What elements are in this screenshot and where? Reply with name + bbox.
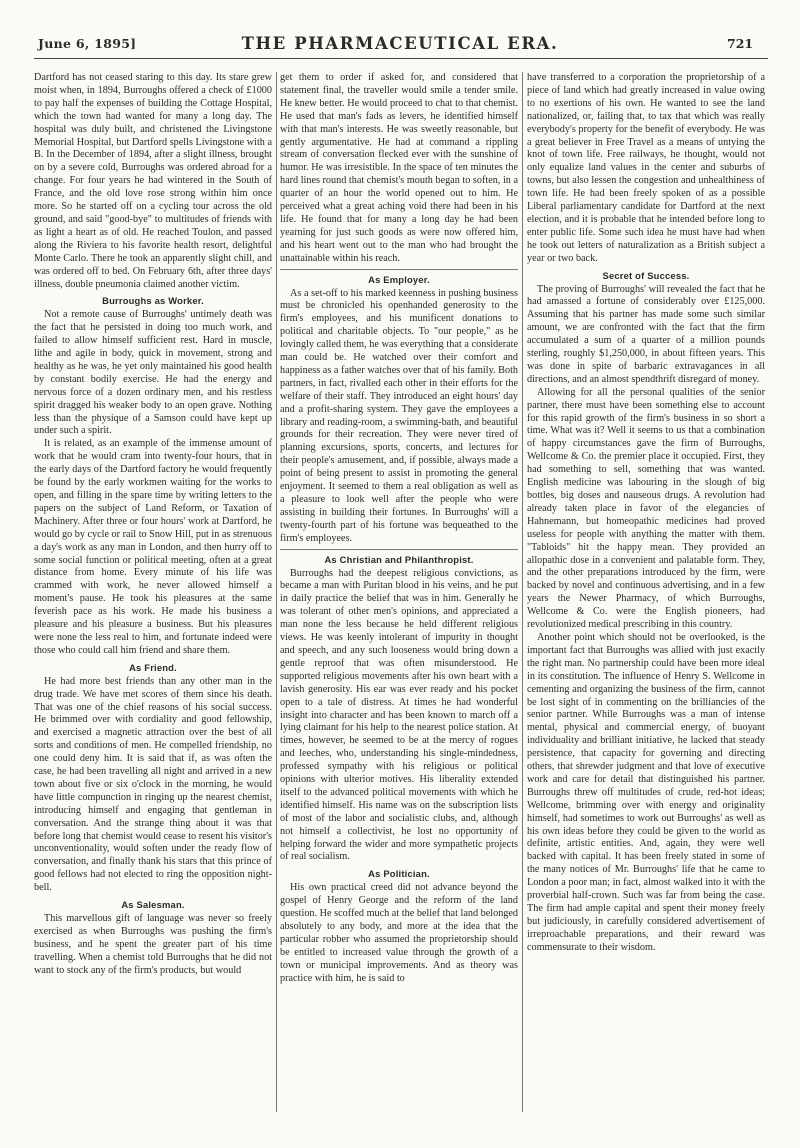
page-header xyxy=(0,0,800,70)
section-heading: Secret of Success. xyxy=(602,269,690,281)
journal-title: THE PHARMACEUTICAL ERA. xyxy=(241,34,559,53)
paragraph: Dartford has not ceased staring to this day. Its stare grew moist when, in 1894, Burroughs offered a check of £1000 to pay half the expenses of building the Cottage Hospital, which the town had wanted for many a long day. The hospital was duly built, and christened the Livingstone Memorial Hospital, but Dartford spells Livingstone with a B. In the December of 1894, after a slight illness, brought on by a severe cold, Burroughs was ordered abroad for a change. For four years he had wintered in the South of France, and the old love rose strong within him once more. So he started off on a cycling tour across the old ground, and said "good-bye" to multitudes of friends with as light a heart as of old. He reached Toulon, and passed along the Riviera to his favorite health resort, delightful Monte Carlo. There he took an apparently slight chill, and was ordered off to bed. On February 6th, after three days' illness, double pneumonia claimed another victim. xyxy=(34,72,272,290)
issue-date: June 6, 1895] xyxy=(38,36,137,51)
paragraph: Another point which should not be overlooked, is the important fact that Burroughs was allied with just exactly the right man. No partnership could have been more ideal in its constitution. The influence of Henry S. Wellcome in cementing and organizing the business of the firm, cannot be lost sight of in commenting on the brilliancies of the senior partner. While Burroughs was a man of intense mental, physical and commercial energy, of buoyant individuality and brilliant initiative, he lacked that steady persistence, that capacity for governing and directing others, that shrewder judgment and that love of executive work and care for detail that distinguished his partner. Burroughs threw off multitudes of crude, red-hot ideas; Wellcome, brimming over with energy and originality himself, had sometimes to work out Burroughs' as well as his own ideas before they could be given to the world as definite, artistic entities. And, again, they were well backed with capital. It has been freely stated in some of the many notices of Mr. Burroughs' life that he came to London a poor man; in fact, almost walked into it with the proverbial half-crown. Such was far from being the case. The firm had ample capital and spent their money freely but judiciously, in carefully considered advertisement of irreproachable preparations, and their reward was commensurate to their wisdom. xyxy=(527,631,765,953)
text-column-3 xyxy=(527,72,765,1138)
section-rule xyxy=(280,269,518,270)
paragraph: He had more best friends than any other man in the drug trade. We have met scores of them since his death. That was one of the chief reasons of his social success. He brimmed over with cordiality and good fellowship, and exercised a magnetic attraction over the best of all sorts and conditions of men. He compelled friendship, no one could deny him. It is said that if, as was often the case, he had been travelling all night and arrived in a new town about five or six o'clock in the morning, he would have little compunction in ringing up the nearest chemist, introducing himself and engaging that gentleman in conversation. And the strange thing about it was that before long that chemist would cease to resent his visitor's unconventionality, would soften under the ready flow of conversation, and finally thank his stars that this prince of good fellows had not elected to ring the opposition night-bell. xyxy=(34,675,272,894)
paragraph: Not a remote cause of Burroughs' untimely death was the fact that he persisted in doing too much work, and failed to allow himself sufficient rest. Hard in muscle, lithe and agile in body, quick in movement, strong and healthy as he was, he yet only maintained his good health by constant bodily exercise. He had the energy and nervous force of a dozen ordinary men, and his restless spirit dragged his weaker body to an open grave. Nothing less than the physique of a Samson could have kept up under such a spirit. xyxy=(34,309,272,437)
paragraph: This marvellous gift of language was never so freely exercised as when Burroughs was pushing the firm's business, and he spent the greater part of his time travelling. When a chemist told Burroughs that he did not want to stock any of the firm's products, but would xyxy=(34,913,272,976)
text-column-1 xyxy=(34,72,272,1138)
section-heading: As Salesman. xyxy=(121,899,185,911)
paragraph: get them to order if asked for, and considered that statement final, the traveller would smile a tender smile. He knew better. He would proceed to chat to that chemist. He used that man's fads as levers, he identified himself with that man's interests. He was sweetly reasonable, but gently argumentative. He had at command a rippling stream of conversation flecked ever with the sunshine of humor. He was irresistible. In the space of ten minutes the hard lines round that chemist's mouth began to soften, in a quarter of an hour the world opened out to him. He perceived what a great aching void there had been in his life. He found that for many a long day he had been yearning for just such goods as were now offered him, and his heart went out to the man who had brought the unattainable within his reach. xyxy=(280,72,518,264)
section-rule xyxy=(280,549,518,550)
section-heading: As Employer. xyxy=(368,273,430,285)
section-heading: As Politician. xyxy=(368,868,430,880)
paragraph: It is related, as an example of the immense amount of work that he would cram into twenty-four hours, that in the early days of the Dartford factory he would frequently be found by the early workmen waiting for the works to open, and filling in the spare time by writing letters to the papers on the subject of Land Reform, or Taxation of Machinery. After three or four hours' work at Dartford, he would go by cycle or rail to Snow Hill, put in as strenuous a day's work as any man in London, and then hurry off to some social function or political meeting, often at a great distance from home. Every minute of his life was crammed with work, he never allowed himself a moment's pause. He took his pleasures at the same feverish pace as his work. He made his business a pleasure and his pleasure a business. But his pleasures were none the less real to him, and fortunate indeed were those who could call him friend and share them. xyxy=(34,438,272,656)
text-column-2 xyxy=(280,72,518,1138)
header-rule xyxy=(34,58,768,59)
paragraph: have transferred to a corporation the proprietorship of a piece of land which had greatly increased in value owing to no exertions of his own. He wanted to see the land nationalized, or, failing that, to tax that which was really everybody's property for the benefit of everybody. He was a great believer in Free Travel as a means of untying the knot of town life. Free railways, he thought, would not only equalize land values in the center and suburbs of towns, but also lessen the congestion and unhealthiness of town life. He had been freely spoken of as a possible Liberal parliamentary candidate for Dartford at the next election, and it is probable that he intended before long to enter public life. Some such idea he must have had when he took out letters of naturalization as a British subject a year or two back. xyxy=(527,72,765,264)
page-number: 721 xyxy=(727,36,754,51)
paragraph: His own practical creed did not advance beyond the gospel of Henry George and the reform of the land question. He scoffed much at the belief that land belonged absolutely to any body, and more at the idea that the particular robber who assumed the proprietorship should be entitled to increased value through the growth of a town or municipal improvements. And as theory was practice with him, he is said to xyxy=(280,882,518,984)
section-heading: As Christian and Philanthropist. xyxy=(324,553,474,565)
paragraph: Allowing for all the personal qualities of the senior partner, there must have been something else to account for this rapid growth of the firm's business in so short a time. What was it? Well it seems to us that a combination of happy circumstances gave the firm of Burroughs, Wellcome & Co. the premier place it occupied. First, they had something to sell, something that was wanted. English medicine was labouring in the slough of big bottles, big doses and nauseous drugs. A revolution had already taken place in favor of the elegancies of Hahnemann, but homeopathic medicines had proved useless for people with anything the matter with them. "Tabloids" hit the happy mean. They provided an allopathic dose in a convenient and palatable form. They, and the other preparations introduced by the firm, were backed by novel and continuous advertising, and in a few years the Newer Pharmacy, of which Burroughs, Wellcome & Co. were the English pioneers, had revolutionized medical prescribing in this country. xyxy=(527,386,765,631)
paragraph: The proving of Burroughs' will revealed the fact that he had amassed a fortune of considerably over £125,000. Assuming that his partner has made some such similar amount, we are confronted with the fact that the firm accumulated a sum of a quarter of a million pounds sterling, roughly $1,250,000, in about fifteen years. This was done in spite of barbaric extravagances in all directions, and an almost spendthrift disregard of money. xyxy=(527,283,765,385)
column-divider xyxy=(522,72,523,1112)
paragraph: As a set-off to his marked keenness in pushing business must be chronicled his openhanded generosity to the firm's employees, and his munificent donations to political and charitable objects. To "our people," as he lovingly called them, he was everything that a considerate man could be. He watched over their comfort and happiness as a father watches over that of his family. Both partners, in fact, rivalled each other in their efforts for the welfare of their staff. They introduced an eight hours' day and a profit-sharing system. They gave the employees a library and reading-room, a swimming-bath, and beautiful grounds for their recreation. They were never tired of planning excursions, sports, concerts, and lectures for their people's amusement, and, if possible, always made a point of being present to assist in promoting the general enjoyment. It seemed to them a real obligation as well as a pleasure to look well after the people who were assisting in building their fortunes. In Burroughs' will a twenty-fourth part of his fortune was bequeathed to the firm's employees. xyxy=(280,287,518,544)
paragraph: Burroughs had the deepest religious convictions, as became a man with Puritan blood in his veins, and he put in daily practice the belief that was in him. Generally he was tolerant of other men's opinions, and appreciated a man none the less because he held different religious views. He was keenly intolerant of impurity in thought and speech, and any such looseness would bring down a gentle reproof that was often misunderstood. He supported religious movements after his own heart with a lavish generosity. His ear was ever ready and his pocket open to a tale of distress. At times he had wonderful insight into character and has been known to march off a lying claimant for his help to the nearest police station. At times, however, he seemed to be at the mercy of rogues and leeches, who, understanding his single-mindedness, professed sympathy with his religious or political opinions with ulterior motives. His liberality extended itself to the advanced political movements with which he identified himself. His name was on the subscription lists of most of the labor and socialistic clubs, and, although not himself a collectivist, he lost no opportunity of helping forward the wider and more sympathetic projects of real socialism. xyxy=(280,567,518,863)
section-heading: Burroughs as Worker. xyxy=(102,295,204,307)
section-heading: As Friend. xyxy=(129,661,177,673)
column-divider xyxy=(276,72,277,1112)
